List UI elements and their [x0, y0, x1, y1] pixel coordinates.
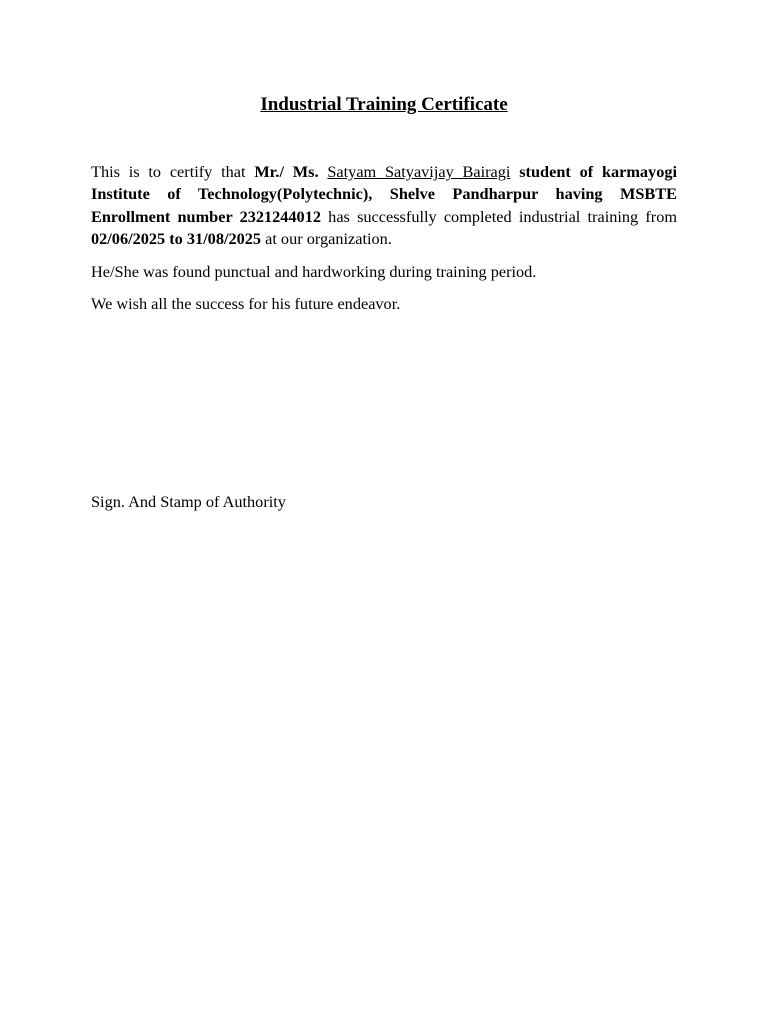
student-of-text: student of: [510, 162, 602, 181]
intro-text: This is to certify that: [91, 162, 255, 181]
certification-paragraph: [91, 161, 677, 250]
wishes-paragraph: We wish all the success for his future endeavor.: [91, 294, 401, 314]
completed-text: has successfully completed industrial training from: [320, 206, 678, 226]
student-name: Satyam Satyavijay Bairagi: [327, 162, 511, 181]
conduct-paragraph: He/She was found punctual and hardworking during training period.: [91, 261, 537, 281]
signature-label: Sign. And Stamp of Authority: [91, 492, 286, 511]
certificate-body: [91, 161, 677, 316]
certificate-title: Industrial Training Certificate: [260, 94, 508, 115]
institute-enrollment: karmayogi Institute of Technology(Polytechnic), Shelve Pandharpur having MSBTE Enrollment number 2321244012: [91, 162, 678, 226]
training-period: 02/06/2025 to 31/08/2025: [91, 228, 262, 248]
salutation-text: Mr./ Ms.: [254, 162, 319, 181]
closing-text: at our organization.: [261, 228, 392, 248]
